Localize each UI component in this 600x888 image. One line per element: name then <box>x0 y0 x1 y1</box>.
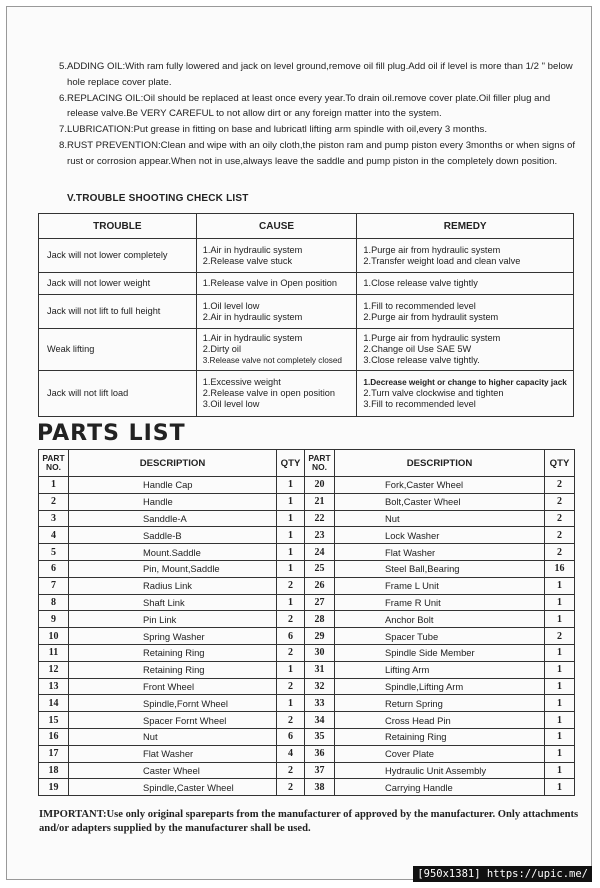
part-description: Cross Head Pin <box>335 712 545 729</box>
parts-list-table <box>38 449 575 796</box>
part-description: Anchor Bolt <box>335 611 545 628</box>
table-row <box>39 577 575 594</box>
table-row <box>39 477 575 494</box>
part-qty: 2 <box>277 779 305 796</box>
table-row <box>39 544 575 561</box>
part-qty: 1 <box>277 527 305 544</box>
part-description: Caster Wheel <box>69 762 277 779</box>
part-number: 5 <box>39 544 69 561</box>
trouble-row <box>39 239 574 273</box>
part-number: 37 <box>305 762 335 779</box>
part-description: Steel Ball,Bearing <box>335 560 545 577</box>
part-qty: 1 <box>277 594 305 611</box>
part-number: 8 <box>39 594 69 611</box>
part-qty: 1 <box>545 594 575 611</box>
part-qty: 2 <box>277 577 305 594</box>
part-number: 24 <box>305 544 335 561</box>
part-qty: 1 <box>545 745 575 762</box>
part-description: Spring Washer <box>69 628 277 645</box>
part-number: 11 <box>39 644 69 661</box>
instruction-number: 7. <box>59 124 68 136</box>
part-description: Retaining Ring <box>69 661 277 678</box>
part-number: 28 <box>305 611 335 628</box>
remedy-cell <box>357 371 574 417</box>
cause-line: 1.Oil level low <box>202 300 260 311</box>
part-qty: 6 <box>277 628 305 645</box>
remedy-cell <box>357 273 574 295</box>
image-host-tag[interactable]: [950x1381] https://upic.me/ <box>413 866 592 882</box>
maintenance-instructions <box>59 59 579 170</box>
part-description: Mount.Saddle <box>69 544 277 561</box>
part-description: Spacer Fornt Wheel <box>69 712 277 729</box>
trouble-cell: Jack will not lift load <box>39 371 197 417</box>
part-qty: 1 <box>277 477 305 494</box>
table-row <box>39 745 575 762</box>
remedy-line: 1.Purge air from hydraulic system <box>363 333 501 343</box>
remedy-header: REMEDY <box>357 214 574 239</box>
remedy-cell <box>357 329 574 371</box>
part-description: Hydraulic Unit Assembly <box>335 762 545 779</box>
instruction-title: LUBRICATION: <box>67 124 134 136</box>
part-description: Spindle,Caster Wheel <box>69 779 277 796</box>
table-row <box>39 644 575 661</box>
part-number: 13 <box>39 678 69 695</box>
part-description: Spindle Side Member <box>335 644 545 661</box>
part-description: Nut <box>69 728 277 745</box>
remedy-line: 3.Close release valve tightly. <box>363 355 480 365</box>
part-number: 4 <box>39 527 69 544</box>
part-number: 33 <box>305 695 335 712</box>
trouble-shooting-heading: V.TROUBLE SHOOTING CHECK LIST <box>67 193 249 204</box>
part-qty: 1 <box>545 712 575 729</box>
part-qty: 16 <box>545 560 575 577</box>
part-description: Nut <box>335 510 545 527</box>
part-number: 19 <box>39 779 69 796</box>
part-qty: 2 <box>545 628 575 645</box>
part-number: 29 <box>305 628 335 645</box>
part-qty: 2 <box>277 644 305 661</box>
trouble-row <box>39 329 574 371</box>
part-description: Flat Washer <box>335 544 545 561</box>
instruction-text: With ram fully lowered and jack on level ground,remove oil fill plug.Add oil if level is more than 1/2 " below hole replace cover plate. <box>67 61 573 88</box>
part-no-header: PART NO. <box>305 450 335 477</box>
part-description: Pin Link <box>69 611 277 628</box>
cause-line: 1.Air in hydraulic system <box>202 333 303 343</box>
part-description: Cover Plate <box>335 745 545 762</box>
remedy-line: 2.Transfer weight load and clean valve <box>363 255 521 266</box>
part-qty: 6 <box>277 728 305 745</box>
part-number: 12 <box>39 661 69 678</box>
part-qty: 1 <box>545 728 575 745</box>
part-number: 17 <box>39 745 69 762</box>
instruction-title: RUST PREVENTION: <box>67 139 161 151</box>
instruction-title: REPLACING OIL: <box>67 92 144 104</box>
trouble-header: TROUBLE <box>39 214 197 239</box>
instruction-body <box>67 59 579 91</box>
instruction-item <box>59 138 579 170</box>
trouble-cell: Jack will not lower weight <box>39 273 197 295</box>
cause-line: 1.Release valve in Open position <box>202 278 338 288</box>
instruction-number: 5. <box>59 61 68 72</box>
part-qty: 1 <box>545 661 575 678</box>
remedy-cell <box>357 239 574 273</box>
description-header: DESCRIPTION <box>69 450 277 477</box>
remedy-line: 3.Fill to recommended level <box>363 399 476 409</box>
cause-cell <box>196 273 357 295</box>
remedy-line: 1.Close release valve tightly <box>363 278 478 288</box>
instruction-body <box>67 91 579 123</box>
part-qty: 1 <box>545 762 575 779</box>
remedy-line: 1.Decrease weight or change to higher capacity jack <box>363 378 567 387</box>
part-qty: 2 <box>545 510 575 527</box>
part-number: 27 <box>305 594 335 611</box>
part-number: 3 <box>39 510 69 527</box>
part-qty: 1 <box>545 577 575 594</box>
trouble-row <box>39 273 574 295</box>
trouble-cell: Jack will not lift to full height <box>39 295 197 329</box>
part-description: Fork,Caster Wheel <box>335 477 545 494</box>
part-number: 25 <box>305 560 335 577</box>
part-number: 34 <box>305 712 335 729</box>
part-number: 23 <box>305 527 335 544</box>
part-description: Spindle,Lifting Arm <box>335 678 545 695</box>
cause-line: 1.Air in hydraulic system <box>202 244 303 255</box>
instruction-item <box>59 122 579 138</box>
table-row <box>39 695 575 712</box>
part-number: 38 <box>305 779 335 796</box>
parts-list-title: PARTS LIST <box>37 421 186 446</box>
instruction-text: Clean and wipe with an oily cloth,the piston ram and pump piston every 3months or when signs of rust or corrosion appear.When not in use,always leave the saddle and pump piston in the completely down position. <box>67 139 576 167</box>
part-number: 36 <box>305 745 335 762</box>
part-description: Spindle,Fornt Wheel <box>69 695 277 712</box>
part-qty: 1 <box>277 560 305 577</box>
instruction-number: 8. <box>59 139 68 151</box>
part-qty: 1 <box>277 510 305 527</box>
part-description: Radius Link <box>69 577 277 594</box>
part-no-header: PART NO. <box>39 450 69 477</box>
remedy-line: 2.Turn valve clockwise and tighten <box>363 388 504 398</box>
cause-cell <box>196 329 357 371</box>
part-qty: 1 <box>545 611 575 628</box>
table-row <box>39 728 575 745</box>
part-number: 16 <box>39 728 69 745</box>
part-number: 10 <box>39 628 69 645</box>
trouble-row <box>39 295 574 329</box>
part-description: Bolt,Caster Wheel <box>335 493 545 510</box>
part-qty: 2 <box>277 678 305 695</box>
part-qty: 1 <box>277 493 305 510</box>
cause-line: 3.Release valve not completely closed <box>202 356 342 365</box>
important-notice: IMPORTANT:Use only original spareparts from the manufacturer of approved by the manufacturer. Only attachments and/or adapters supplied by the manufacturer shall be used. <box>39 809 579 834</box>
table-row <box>39 779 575 796</box>
part-description: Lifting Arm <box>335 661 545 678</box>
part-qty: 1 <box>545 779 575 796</box>
part-number: 1 <box>39 477 69 494</box>
cause-line: 1.Excessive weight <box>202 377 281 387</box>
part-number: 22 <box>305 510 335 527</box>
cause-cell <box>196 295 357 329</box>
remedy-line: 1.Purge air from hydraulic system <box>363 244 501 255</box>
part-description: Retaining Ring <box>69 644 277 661</box>
part-description: Spacer Tube <box>335 628 545 645</box>
part-number: 31 <box>305 661 335 678</box>
part-number: 18 <box>39 762 69 779</box>
part-qty: 1 <box>277 544 305 561</box>
table-row <box>39 712 575 729</box>
part-number: 20 <box>305 477 335 494</box>
instruction-number: 6. <box>59 92 68 104</box>
part-qty: 2 <box>277 762 305 779</box>
part-description: Sanddle-A <box>69 510 277 527</box>
cause-header: CAUSE <box>196 214 357 239</box>
part-qty: 2 <box>545 527 575 544</box>
table-row <box>39 628 575 645</box>
table-row <box>39 611 575 628</box>
remedy-cell <box>357 295 574 329</box>
part-number: 30 <box>305 644 335 661</box>
cause-line: 2.Air in hydraulic system <box>202 311 303 322</box>
part-qty: 2 <box>277 712 305 729</box>
part-number: 2 <box>39 493 69 510</box>
part-number: 21 <box>305 493 335 510</box>
trouble-cell: Jack will not lower completely <box>39 239 197 273</box>
instruction-text: Put grease in fitting on base and lubricatl lifting arm spindle with oil,every 3 months. <box>133 124 488 136</box>
cause-cell <box>196 239 357 273</box>
table-row <box>39 510 575 527</box>
table-row <box>39 661 575 678</box>
part-number: 26 <box>305 577 335 594</box>
cause-line: 2.Release valve in open position <box>202 388 335 398</box>
part-qty: 4 <box>277 745 305 762</box>
part-description: Carrying Handle <box>335 779 545 796</box>
part-description: Saddle-B <box>69 527 277 544</box>
description-header: DESCRIPTION <box>335 450 545 477</box>
part-number: 7 <box>39 577 69 594</box>
part-qty: 1 <box>545 678 575 695</box>
trouble-shooting-table <box>38 213 574 417</box>
remedy-line: 2.Change oil Use SAE 5W <box>363 344 472 354</box>
part-description: Handle <box>69 493 277 510</box>
part-description: Frame R Unit <box>335 594 545 611</box>
part-description: Handle Cap <box>69 477 277 494</box>
remedy-line: 1.Fill to recommended level <box>363 300 476 311</box>
part-number: 14 <box>39 695 69 712</box>
part-description: Lock Washer <box>335 527 545 544</box>
cause-line: 2.Release valve stuck <box>202 255 293 266</box>
remedy-line: 2.Purge air from hydraulit system <box>363 311 499 322</box>
cause-line: 3.Oil level low <box>202 399 260 409</box>
trouble-cell: Weak lifting <box>39 329 197 371</box>
table-row <box>39 594 575 611</box>
part-qty: 2 <box>545 544 575 561</box>
part-description: Retaining Ring <box>335 728 545 745</box>
table-row <box>39 560 575 577</box>
instruction-text: Oil should be replaced at least once every year.To drain oil.remove cover plate.Oil filler plug and release valve.Be VERY CAREFUL to not allow dirt or any foreign matter into the system. <box>67 92 551 120</box>
part-qty: 2 <box>277 611 305 628</box>
manual-page <box>6 6 592 880</box>
cause-cell <box>196 371 357 417</box>
instruction-title: ADDING OIL: <box>67 61 126 72</box>
trouble-row <box>39 371 574 417</box>
table-row <box>39 678 575 695</box>
part-description: Shaft Link <box>69 594 277 611</box>
part-description: Return Spring <box>335 695 545 712</box>
table-row <box>39 762 575 779</box>
cause-line: 2.Dirty oil <box>202 344 241 354</box>
part-description: Flat Washer <box>69 745 277 762</box>
part-description: Pin, Mount,Saddle <box>69 560 277 577</box>
instruction-body <box>67 122 487 138</box>
table-row <box>39 493 575 510</box>
part-number: 15 <box>39 712 69 729</box>
part-qty: 1 <box>545 644 575 661</box>
instruction-item <box>59 59 579 91</box>
instruction-item <box>59 91 579 123</box>
part-qty: 2 <box>545 477 575 494</box>
part-qty: 2 <box>545 493 575 510</box>
table-row <box>39 527 575 544</box>
qty-header: QTY <box>545 450 575 477</box>
part-description: Front Wheel <box>69 678 277 695</box>
part-number: 32 <box>305 678 335 695</box>
part-qty: 1 <box>277 661 305 678</box>
part-qty: 1 <box>277 695 305 712</box>
part-number: 6 <box>39 560 69 577</box>
part-number: 35 <box>305 728 335 745</box>
qty-header: QTY <box>277 450 305 477</box>
part-qty: 1 <box>545 695 575 712</box>
part-number: 9 <box>39 611 69 628</box>
instruction-body <box>67 138 579 170</box>
part-description: Frame L Unit <box>335 577 545 594</box>
